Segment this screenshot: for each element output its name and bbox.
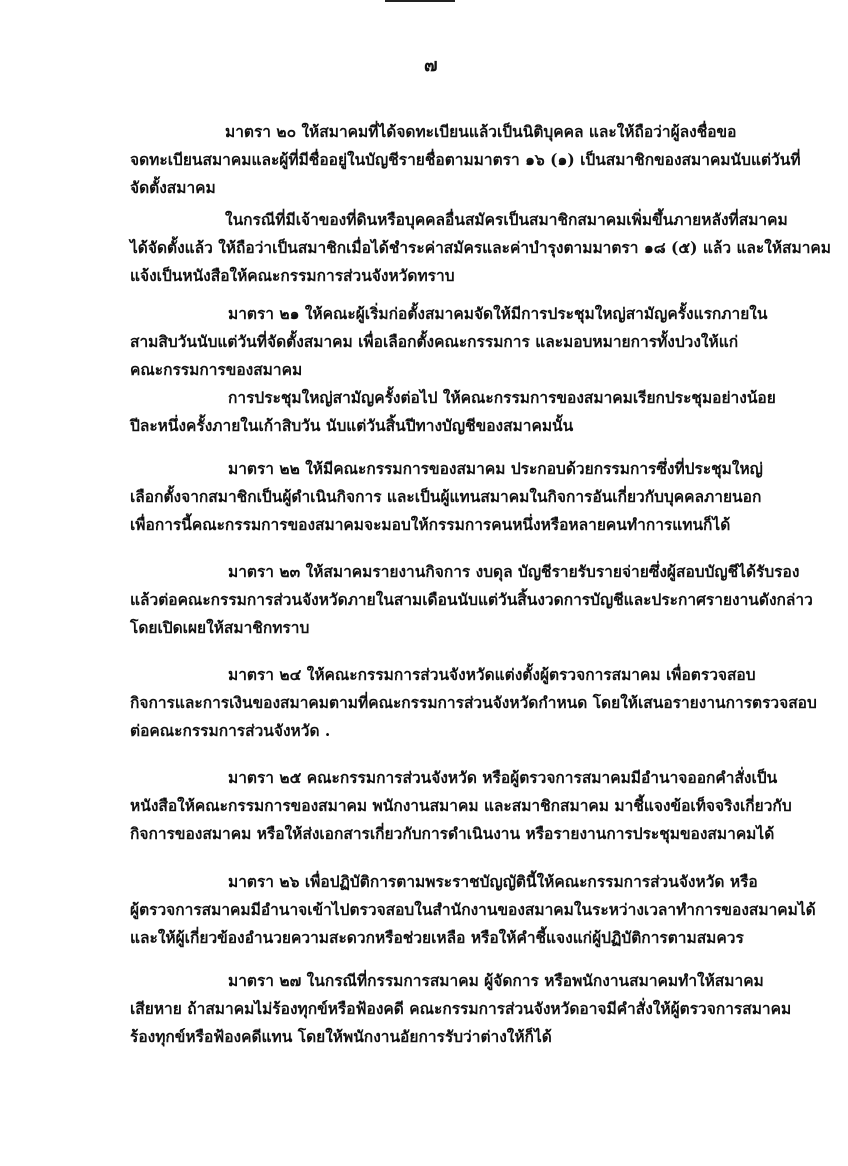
section-line: กิจการของสมาคม หรือให้ส่งเอกสารเกี่ยวกับการดำเนินงาน หรือรายงานการประชุมของสมาคมได้ — [130, 824, 775, 843]
section-22 — [130, 455, 763, 539]
section-24 — [130, 661, 817, 745]
section-line: มาตรา ๒๓ ให้สมาคมรายงานกิจการ งบดุล บัญชีรายรับรายจ่ายซึ่งผู้สอบบัญชีได้รับรอง — [228, 562, 800, 581]
section-line: มาตรา ๒๕ คณะกรรมการส่วนจังหวัด หรือผู้ตรวจการสมาคมมีอำนาจออกคำสั่งเป็น — [228, 768, 778, 787]
section-line: คณะกรรมการของสมาคม — [130, 360, 303, 379]
section-line: เลือกตั้งจากสมาชิกเป็นผู้ดำเนินกิจการ และเป็นผู้แทนสมาคมในกิจการอันเกี่ยวกับบุคคลภายนอก — [130, 487, 762, 506]
section-line: สามสิบวันนับแต่วันที่จัดตั้งสมาคม เพื่อเลือกตั้งคณะกรรมการ และมอบหมายการทั้งปวงให้แก่ — [130, 332, 739, 351]
section-line: โดยเปิดเผยให้สมาชิกทราบ — [130, 618, 310, 637]
page-number: ๗ — [424, 55, 438, 76]
section-21 — [130, 300, 776, 440]
section-line: ร้องทุกข์หรือฟ้องคดีแทน โดยให้พนักงานอัยการรับว่าต่างให้ก็ได้ — [130, 1027, 552, 1046]
section-line: เสียหาย ถ้าสมาคมไม่ร้องทุกข์หรือฟ้องคดี คณะกรรมการส่วนจังหวัดอาจมีคำสั่งให้ผู้ตรวจการสมาคม — [130, 999, 792, 1018]
section-line: จดทะเบียนสมาคมและผู้ที่มีชื่ออยู่ในบัญชีรายชื่อตามมาตรา ๑๖ (๑) เป็นสมาชิกของสมาคมนับแต่วันที่ — [130, 150, 801, 169]
section-line: มาตรา ๒๐ ให้สมาคมที่ได้จดทะเบียนแล้วเป็นนิติบุคคล และให้ถือว่าผู้ลงชื่อขอ — [225, 122, 737, 141]
section-line: แล้วต่อคณะกรรมการส่วนจังหวัดภายในสามเดือนนับแต่วันสิ้นงวดการบัญชีและประกาศรายงานดังกล่าว — [130, 590, 813, 609]
section-20 — [130, 118, 832, 290]
section-25 — [130, 764, 792, 848]
section-26 — [130, 868, 816, 952]
section-line: มาตรา ๒๗ ในกรณีที่กรรมการสมาคม ผู้จัดการ หรือพนักงานสมาคมทำให้สมาคม — [228, 971, 764, 990]
top-rule — [385, 0, 455, 2]
section-line: ได้จัดตั้งแล้ว ให้ถือว่าเป็นสมาชิกเมื่อได้ชำระค่าสมัครและค่าบำรุงตามมาตรา ๑๘ (๕) แล้ว และให้สมาคม — [130, 238, 832, 257]
section-line: ต่อคณะกรรมการส่วนจังหวัด . — [130, 721, 331, 740]
section-line: มาตรา ๒๒ ให้มีคณะกรรมการของสมาคม ประกอบด้วยกรรมการซึ่งที่ประชุมใหญ่ — [228, 459, 763, 478]
section-line: แจ้งเป็นหนังสือให้คณะกรรมการส่วนจังหวัดทราบ — [130, 266, 455, 285]
section-line: และให้ผู้เกี่ยวข้องอำนวยความสะดวกหรือช่วยเหลือ หรือให้คำชี้แจงแก่ผู้ปฏิบัติการตามสมควร — [130, 928, 744, 947]
section-line: การประชุมใหญ่สามัญครั้งต่อไป ให้คณะกรรมการของสมาคมเรียกประชุมอย่างน้อย — [228, 388, 776, 407]
section-line: จัดตั้งสมาคม — [130, 178, 216, 197]
section-line: ผู้ตรวจการสมาคมมีอำนาจเข้าไปตรวจสอบในสำนักงานของสมาคมในระหว่างเวลาทำการของสมาคมได้ — [130, 900, 816, 919]
section-line: มาตรา ๒๑ ให้คณะผู้เริ่มก่อตั้งสมาคมจัดให้มีการประชุมใหญ่สามัญครั้งแรกภายใน — [228, 304, 768, 323]
section-line: เพื่อการนี้คณะกรรมการของสมาคมจะมอบให้กรรมการคนหนึ่งหรือหลายคนทำการแทนก็ได้ — [130, 515, 731, 534]
section-line: ปีละหนึ่งครั้งภายในเก้าสิบวัน นับแต่วันสิ้นปีทางบัญชีของสมาคมนั้น — [130, 416, 574, 435]
section-line: มาตรา ๒๖ เพื่อปฏิบัติการตามพระราชบัญญัตินี้ให้คณะกรรมการส่วนจังหวัด หรือ — [228, 872, 758, 891]
section-line: ในกรณีที่มีเจ้าของที่ดินหรือบุคคลอื่นสมัครเป็นสมาชิกสมาคมเพิ่มขึ้นภายหลังที่สมาคม — [225, 210, 788, 229]
section-27 — [130, 967, 792, 1051]
section-23 — [130, 558, 813, 642]
section-line: กิจการและการเงินของสมาคมตามที่คณะกรรมการส่วนจังหวัดกำหนด โดยให้เสนอรายงานการตรวจสอบ — [130, 693, 817, 712]
section-line: มาตรา ๒๔ ให้คณะกรรมการส่วนจังหวัดแต่งตั้งผู้ตรวจการสมาคม เพื่อตรวจสอบ — [228, 665, 756, 684]
section-line: หนังสือให้คณะกรรมการของสมาคม พนักงานสมาคม และสมาชิกสมาคม มาชี้แจงข้อเท็จจริงเกี่ยวกับ — [130, 796, 792, 815]
